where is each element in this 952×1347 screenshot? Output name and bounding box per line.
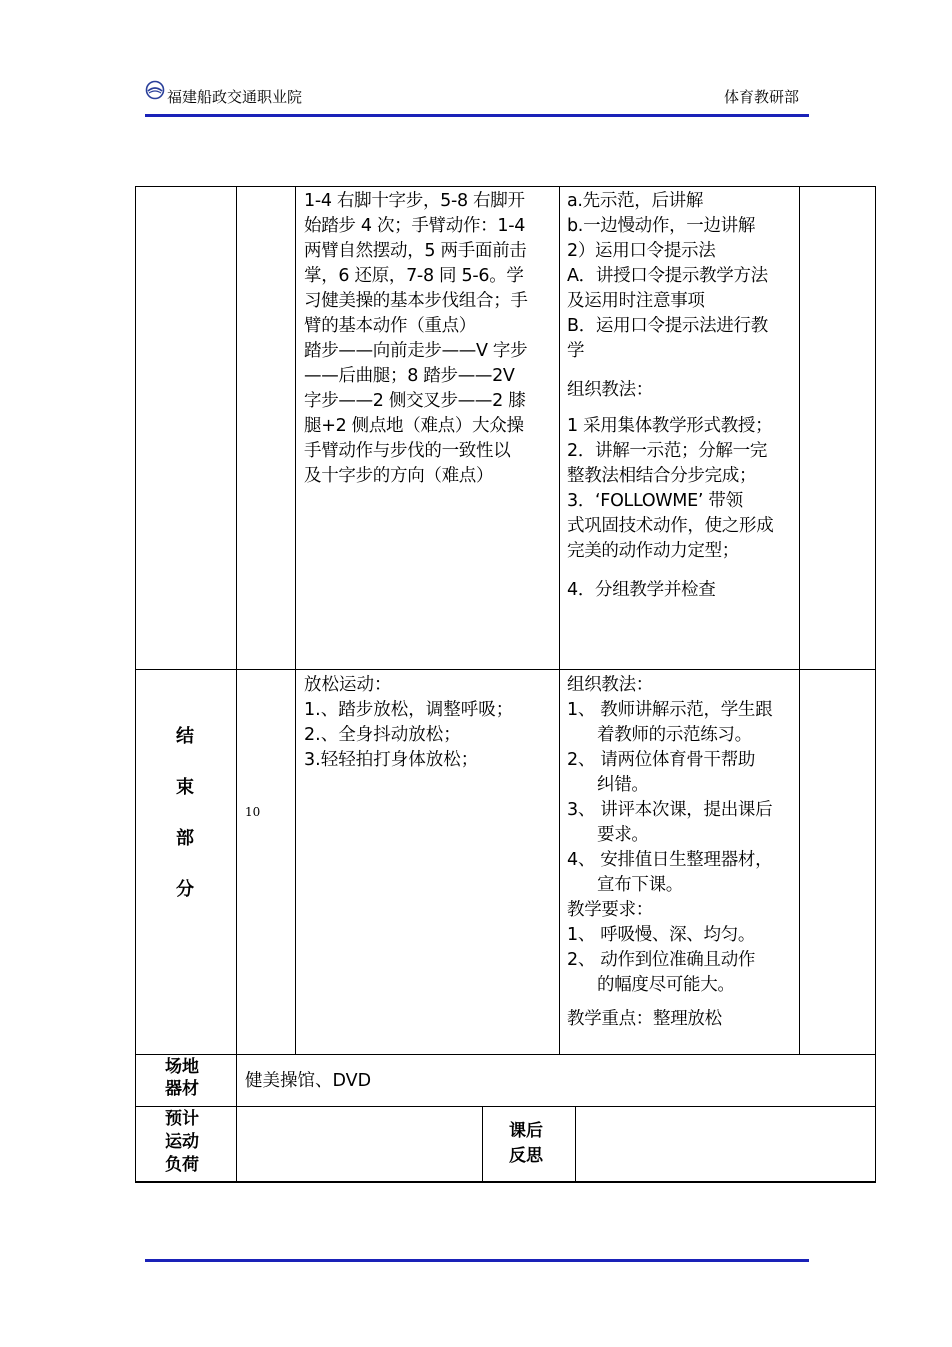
content-line: 2.、全身抖动放松； [304, 725, 461, 745]
org-item: 3、 讲评本次课，提出课后 [567, 800, 773, 820]
school-logo-icon [145, 80, 165, 100]
row2-content [304, 673, 556, 773]
requirement-item: 1、 呼吸慢、深、均匀。 [567, 925, 756, 945]
header-rule [145, 114, 809, 117]
content-line: 3.轻轻拍打身体放松； [304, 750, 479, 770]
content-line: 始踏步 4 次；手臂动作：1-4 [304, 216, 526, 236]
requirement-title: 教学要求： [567, 900, 653, 920]
method-line: 2）运用口令提示法 [567, 241, 716, 261]
method-line: 2．讲解一示范；分解一完 [567, 441, 768, 461]
org-item: 要求。 [597, 825, 649, 845]
org-item: 着教师的示范练习。 [597, 725, 752, 745]
method-line: B．运用口令提示法进行教 [567, 316, 768, 336]
row1-method [567, 189, 797, 603]
org-item: 1、 教师讲解示范，学生跟 [567, 700, 773, 720]
org-item: 宣布下课。 [597, 875, 683, 895]
content-line: 腿+2 侧点地（难点）大众操 [304, 416, 524, 436]
org-item: 2、 请两位体育骨干帮助 [567, 750, 756, 770]
org-item: 纠错。 [597, 775, 649, 795]
venue-value: 健美操馆、DVD [245, 1071, 372, 1091]
method-line: 1 采用集体教学形式教授； [567, 416, 773, 436]
page-header [145, 78, 809, 118]
row1-content [304, 189, 556, 489]
content-line: ——后曲腿；8 踏步——2V [304, 366, 515, 386]
requirement-item: 2、 动作到位准确且动作 [567, 950, 756, 970]
method-line: 3．‘FOLLOWME’ 带领 [567, 491, 743, 511]
section-label-char: 部 [176, 828, 194, 849]
method-line: a.先示范，后讲解 [567, 191, 704, 211]
department-name: 体育教研部 [723, 88, 799, 106]
content-line: 放松运动： [304, 675, 392, 695]
content-line: 字步——2 侧交叉步——2 膝 [304, 391, 526, 411]
method-line: 整教法相结合分步完成； [567, 466, 757, 486]
method-line: 及运用时注意事项 [567, 291, 705, 311]
organization-name: 福建船政交通职业院 [167, 88, 303, 106]
time-minutes: 10 [245, 805, 261, 819]
section-label-char: 束 [176, 777, 194, 798]
method-line: 4．分组教学并检查 [567, 580, 716, 600]
method-line: 式巩固技术动作，使之形成 [567, 516, 774, 536]
section-label-char: 分 [176, 879, 194, 900]
requirement-item: 的幅度尽可能大。 [597, 975, 735, 995]
load-label: 预计 运动 负荷 [165, 1109, 199, 1175]
org-item: 4、 安排值日生整理器材， [567, 850, 773, 870]
key-point: 教学重点：整理放松 [567, 1009, 722, 1029]
content-line: 掌，6 还原，7-8 同 5-6。学 [304, 266, 524, 286]
org-method-title: 组织教法： [567, 675, 653, 695]
section-label-char: 结 [176, 726, 194, 747]
content-line: 手臂动作与步伐的一致性以 [304, 441, 511, 461]
reflection-label: 课后 反思 [509, 1121, 543, 1166]
content-line: 1-4 右脚十字步，5-8 右脚开 [304, 191, 525, 211]
content-line: 臂的基本动作（重点） [304, 316, 476, 336]
content-line: 踏步——向前走步——V 字步 [304, 341, 528, 361]
method-line: 学 [567, 341, 585, 361]
org-method-title: 组织教法： [567, 380, 653, 400]
method-line: 完美的动作动力定型； [567, 541, 739, 561]
content-line: 及十字步的方向（难点） [304, 466, 494, 486]
method-line: A．讲授口令提示教学方法 [567, 266, 768, 286]
row2-method [567, 673, 797, 1032]
content-line: 习健美操的基本步伐组合；手 [304, 291, 528, 311]
content-line: 两臂自然摆动，5 两手面前击 [304, 241, 527, 261]
venue-label: 场地 器材 [165, 1057, 199, 1099]
method-line: b.一边慢动作，一边讲解 [567, 216, 756, 236]
footer-rule [145, 1259, 809, 1262]
content-line: 1.、踏步放松，调整呼吸； [304, 700, 514, 720]
